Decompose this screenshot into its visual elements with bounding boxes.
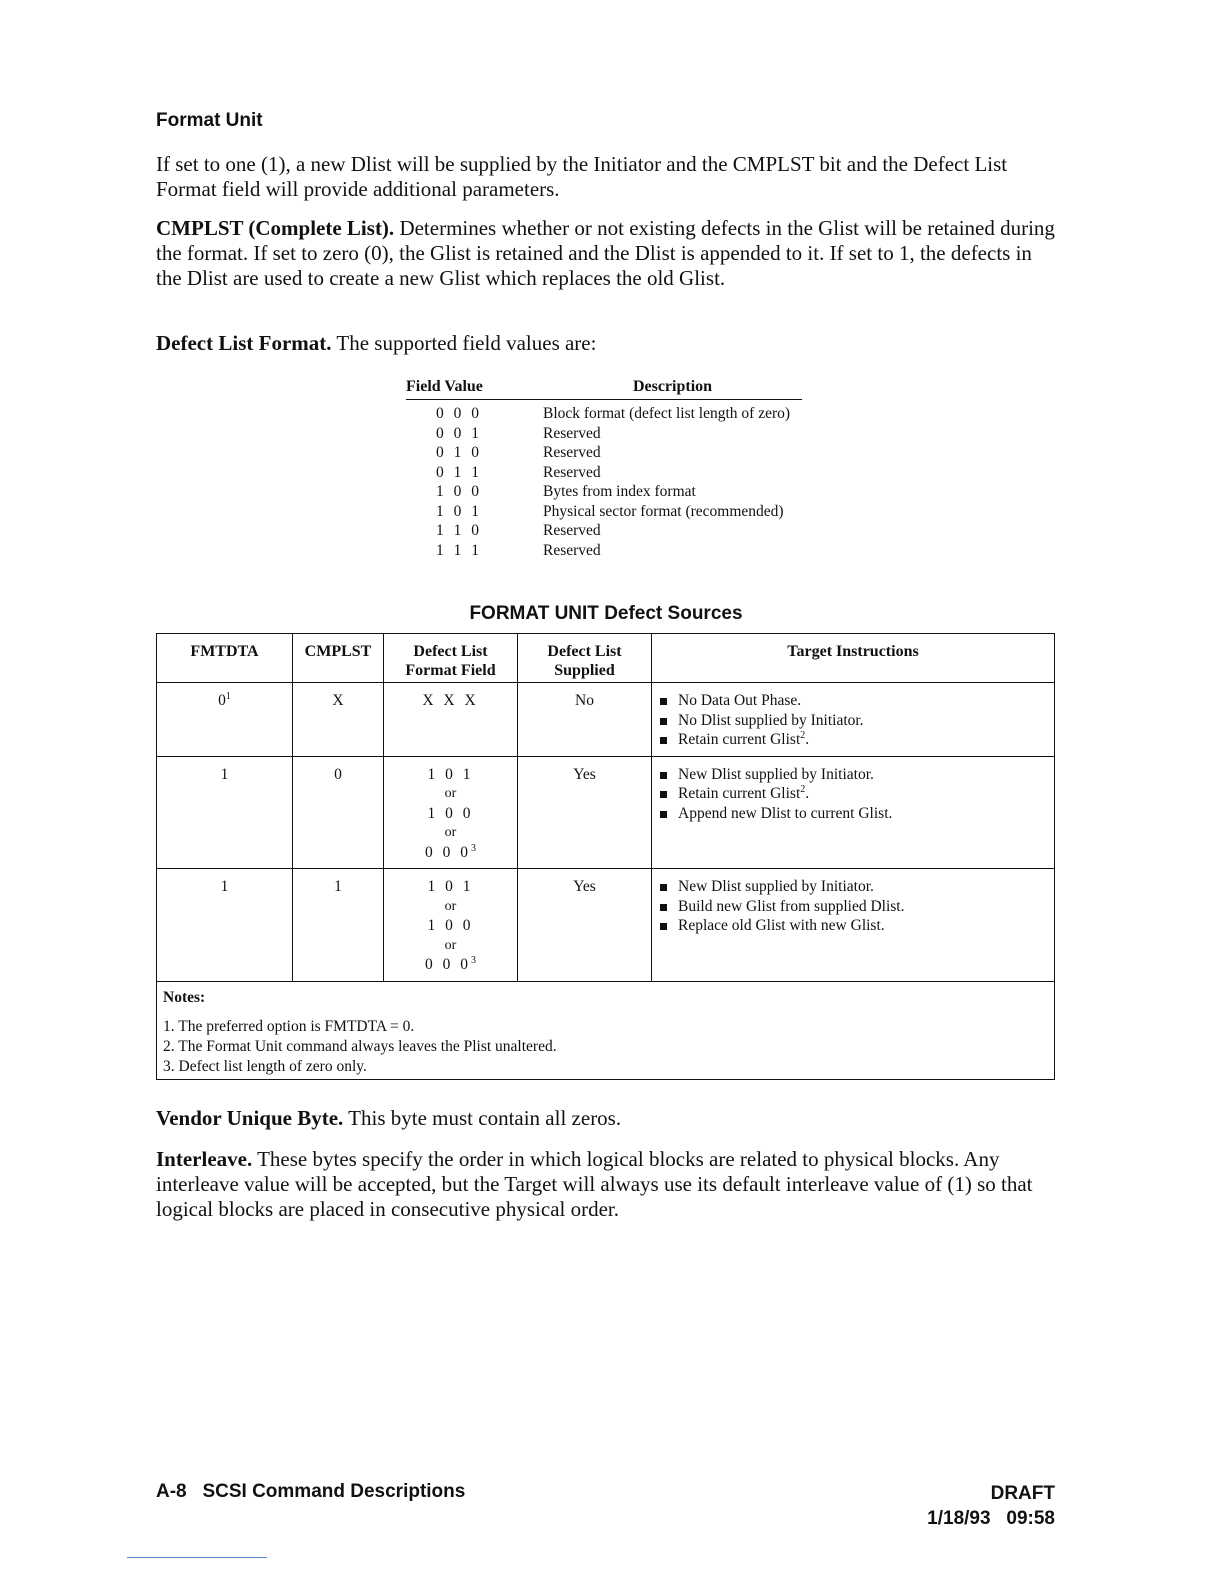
format-field-header-line2: Format Field bbox=[405, 662, 496, 679]
cmplst-term: CMPLST (Complete List). bbox=[156, 216, 395, 240]
instruction-text: New Dlist supplied by Initiator. bbox=[678, 765, 874, 783]
field-description: Reserved bbox=[543, 541, 601, 559]
square-bullet-icon bbox=[660, 737, 667, 744]
format-field-cell: X X X bbox=[384, 683, 518, 757]
cmplst-cell: 1 bbox=[293, 869, 384, 982]
field-value-row bbox=[406, 502, 802, 522]
note-item: 3. Defect list length of zero only. bbox=[163, 1058, 367, 1075]
format-option: 1 0 1 bbox=[427, 878, 474, 895]
format-field-header bbox=[384, 634, 518, 683]
field-value-row bbox=[406, 541, 802, 561]
list-item bbox=[656, 765, 1050, 785]
square-bullet-icon bbox=[660, 698, 667, 705]
field-value-table bbox=[406, 378, 802, 560]
supplied-header bbox=[518, 634, 652, 683]
period: . bbox=[805, 785, 810, 802]
vendor-paragraph bbox=[156, 1106, 1056, 1131]
field-value: 1 0 1 bbox=[436, 502, 482, 520]
table-row bbox=[157, 869, 1055, 982]
list-item bbox=[656, 916, 1050, 936]
square-bullet-icon bbox=[660, 791, 667, 798]
or-separator: or bbox=[444, 825, 457, 840]
field-value-row bbox=[406, 463, 802, 483]
field-value: 1 0 0 bbox=[436, 483, 482, 500]
vendor-term: Vendor Unique Byte. bbox=[156, 1106, 344, 1130]
field-description: Bytes from index format bbox=[543, 483, 696, 500]
square-bullet-icon bbox=[660, 884, 667, 891]
field-value: 1 1 0 bbox=[436, 522, 482, 539]
instructions-cell bbox=[652, 869, 1055, 982]
field-value: 1 1 1 bbox=[436, 541, 482, 559]
instruction-text: New Dlist supplied by Initiator. bbox=[678, 878, 874, 895]
interleave-text: These bytes specify the order in which logical blocks are related to physical blocks. Any interleave value will be accepted, but the Target will always use its default interleave value of (1) so that logical blocks are placed in consecutive physical order. bbox=[156, 1147, 1033, 1221]
notes-cell bbox=[157, 981, 1055, 1080]
format-option: 1 0 0 bbox=[427, 917, 474, 934]
instruction-text: Append new Dlist to current Glist. bbox=[678, 804, 893, 822]
instruction-text: Replace old Glist with new Glist. bbox=[678, 917, 885, 934]
footnote-ref: 2 bbox=[800, 729, 806, 741]
field-value-row bbox=[406, 443, 802, 463]
table-row bbox=[157, 683, 1055, 757]
period: . bbox=[805, 731, 810, 748]
instructions-cell bbox=[652, 756, 1055, 869]
format-option-value: 0 0 0 bbox=[425, 843, 471, 861]
square-bullet-icon bbox=[660, 718, 667, 725]
field-value: 0 1 0 bbox=[436, 444, 482, 461]
or-separator: or bbox=[444, 898, 457, 914]
format-option bbox=[388, 955, 513, 975]
square-bullet-icon bbox=[660, 923, 667, 930]
field-description: Reserved bbox=[543, 444, 601, 461]
cmplst-cell: X bbox=[293, 683, 384, 757]
format-option-value: 0 0 0 bbox=[425, 956, 471, 973]
format-option: 1 0 1 bbox=[427, 765, 474, 783]
format-field-cell bbox=[384, 869, 518, 982]
list-item bbox=[656, 784, 1050, 804]
cmplst-text: Determines whether or not existing defects in the Glist will be retained during the format. If set to zero (0), the Glist is retained and the Dlist is appended to it. If set to 1, the defects in the Dlist are used to create a new Glist which replaces the old Glist. bbox=[156, 216, 1055, 290]
table-title: FORMAT UNIT Defect Sources bbox=[469, 603, 743, 624]
fmtdta-value: 0 bbox=[218, 692, 226, 709]
fmtdta-header: FMTDTA bbox=[157, 634, 293, 683]
table-header-row bbox=[157, 634, 1055, 683]
page-footer-title: A-8 SCSI Command Descriptions bbox=[156, 1481, 466, 1502]
cmplst-cell: 0 bbox=[293, 756, 384, 869]
page-footer-status bbox=[927, 1481, 1055, 1531]
field-description: Block format (defect list length of zero) bbox=[543, 405, 791, 422]
instruction-text: Build new Glist from supplied Dlist. bbox=[678, 897, 905, 915]
dlf-paragraph bbox=[156, 331, 1056, 356]
footnote-ref: 2 bbox=[800, 783, 806, 795]
fmtdta-cell: 1 bbox=[157, 756, 293, 869]
field-value-header: Field Value bbox=[406, 378, 543, 400]
instruction-text: Retain current Glist bbox=[678, 785, 801, 802]
dlf-term: Defect List Format. bbox=[156, 331, 332, 355]
instructions-cell bbox=[652, 683, 1055, 757]
section-heading: Format Unit bbox=[156, 110, 263, 131]
footnote-ref: 3 bbox=[471, 842, 476, 854]
list-item bbox=[656, 730, 1050, 750]
list-item bbox=[656, 691, 1050, 711]
footnote-ref: 3 bbox=[471, 954, 476, 966]
target-instructions-header: Target Instructions bbox=[652, 634, 1055, 683]
cmplst-header: CMPLST bbox=[293, 634, 384, 683]
supplied-cell: No bbox=[518, 683, 652, 757]
square-bullet-icon bbox=[660, 772, 667, 779]
field-description: Reserved bbox=[543, 424, 601, 442]
format-field-header-line1: Defect List bbox=[413, 643, 488, 660]
draft-date: 1/18/93 09:58 bbox=[927, 1508, 1055, 1529]
note-item: 2. The Format Unit command always leaves the Plist unaltered. bbox=[163, 1038, 557, 1055]
format-option: 1 0 0 bbox=[427, 804, 474, 822]
table-row bbox=[157, 756, 1055, 869]
list-item bbox=[656, 804, 1050, 824]
fmtdta-cell bbox=[157, 683, 293, 757]
field-value: 0 0 0 bbox=[436, 405, 482, 422]
field-value-row bbox=[406, 424, 802, 444]
field-description: Physical sector format (recommended) bbox=[543, 502, 784, 520]
field-value: 0 1 1 bbox=[436, 463, 482, 481]
instruction-text: No Data Out Phase. bbox=[678, 692, 802, 709]
field-value-row bbox=[406, 400, 802, 424]
list-item bbox=[656, 711, 1050, 731]
list-item bbox=[656, 897, 1050, 917]
draft-label: DRAFT bbox=[990, 1483, 1055, 1504]
list-item bbox=[656, 877, 1050, 897]
supplied-header-line2: Supplied bbox=[554, 662, 615, 679]
field-value: 0 0 1 bbox=[436, 424, 482, 442]
interleave-paragraph bbox=[156, 1147, 1061, 1222]
dlf-text: The supported field values are: bbox=[331, 331, 597, 355]
note-item: 1. The preferred option is FMTDTA = 0. bbox=[163, 1018, 415, 1035]
format-option bbox=[388, 843, 513, 863]
intro-paragraph: If set to one (1), a new Dlist will be supplied by the Initiator and the CMPLST bit and the Defect List Format field will provide additional parameters. bbox=[156, 152, 1008, 201]
notes-label: Notes: bbox=[163, 988, 206, 1006]
defect-sources-table bbox=[156, 633, 1055, 1080]
footnote-ref: 1 bbox=[225, 690, 231, 702]
supplied-cell: Yes bbox=[518, 869, 652, 982]
or-separator: or bbox=[444, 786, 457, 801]
field-description: Reserved bbox=[543, 522, 601, 539]
square-bullet-icon bbox=[660, 811, 667, 818]
footer-rule bbox=[127, 1557, 267, 1558]
notes-row bbox=[157, 981, 1055, 1080]
supplied-header-line1: Defect List bbox=[547, 643, 622, 660]
description-header: Description bbox=[543, 378, 802, 400]
format-field-cell bbox=[384, 756, 518, 869]
square-bullet-icon bbox=[660, 904, 667, 911]
cmplst-paragraph bbox=[156, 216, 1056, 291]
instruction-text: No Dlist supplied by Initiator. bbox=[678, 711, 864, 729]
field-value-row bbox=[406, 521, 802, 541]
field-value-row bbox=[406, 482, 802, 502]
fmtdta-cell: 1 bbox=[157, 869, 293, 982]
or-separator: or bbox=[444, 937, 457, 953]
field-description: Reserved bbox=[543, 463, 601, 481]
supplied-cell: Yes bbox=[518, 756, 652, 869]
vendor-text: This byte must contain all zeros. bbox=[343, 1106, 622, 1130]
instruction-text: Retain current Glist bbox=[678, 731, 801, 748]
interleave-term: Interleave. bbox=[156, 1147, 253, 1171]
